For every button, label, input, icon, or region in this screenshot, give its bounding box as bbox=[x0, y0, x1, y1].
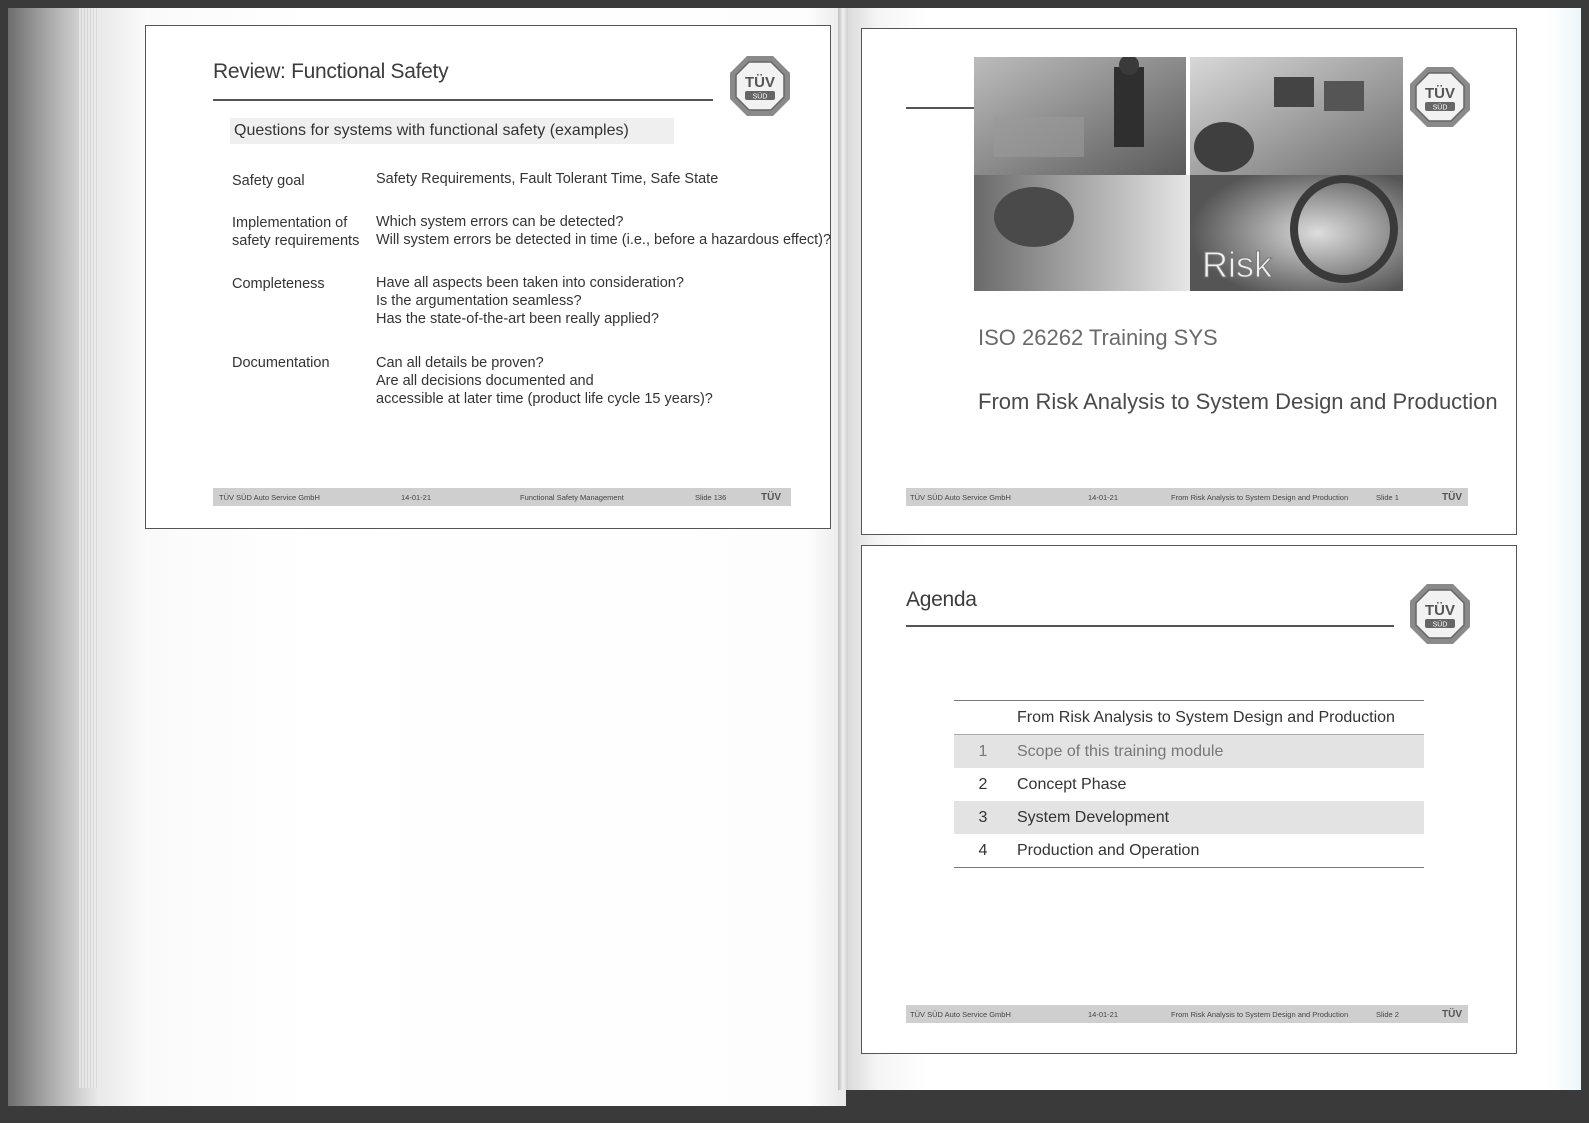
book-spine bbox=[838, 8, 848, 1090]
slide-footer bbox=[906, 1005, 1468, 1023]
presentation-title: From Risk Analysis to System Design and Production bbox=[978, 389, 1498, 414]
row-label-documentation: Documentation bbox=[232, 355, 330, 371]
row-text-documentation: Can all details be proven? Are all decisions documented and accessible at later time (product life cycle 15 years)? bbox=[376, 355, 713, 407]
row-label-implementation: Implementation of safety requirements bbox=[232, 215, 360, 249]
row-label-completeness: Completeness bbox=[232, 276, 325, 292]
tuv-sud-logo bbox=[1408, 582, 1472, 646]
slide-title: Review: Functional Safety bbox=[213, 60, 449, 83]
slide-review-functional-safety bbox=[145, 25, 831, 529]
footer-tuv-mark: TÜV bbox=[761, 491, 781, 503]
agenda-header-row bbox=[954, 701, 1424, 735]
footer-tuv-mark: TÜV bbox=[1442, 1008, 1462, 1020]
footer-topic: From Risk Analysis to System Design and Production bbox=[1171, 1009, 1349, 1019]
svg-text:TÜV: TÜV bbox=[1425, 85, 1455, 102]
svg-text:SÜD: SÜD bbox=[1432, 621, 1448, 629]
footer-date: 14-01-21 bbox=[1088, 492, 1119, 502]
agenda-item-number: 2 bbox=[978, 776, 988, 793]
svg-text:TÜV: TÜV bbox=[1425, 602, 1455, 619]
footer-company: TÜV SÜD Auto Service GmbH bbox=[219, 492, 320, 502]
footer-company: TÜV SÜD Auto Service GmbH bbox=[910, 1009, 1011, 1019]
agenda-item-label: Scope of this training module bbox=[1017, 743, 1224, 760]
agenda-item-number: 4 bbox=[978, 842, 988, 859]
row-text-safety-goal: Safety Requirements, Fault Tolerant Time, Safe State bbox=[376, 171, 719, 187]
title-rule bbox=[906, 107, 974, 109]
slide-footer bbox=[213, 488, 791, 506]
tuv-sud-logo bbox=[728, 54, 792, 118]
agenda-item-label: System Development bbox=[1017, 809, 1170, 826]
footer-slide-number: Slide 1 bbox=[1376, 492, 1399, 502]
svg-text:TÜV: TÜV bbox=[745, 74, 775, 91]
agenda-item-label: Concept Phase bbox=[1017, 776, 1127, 793]
svg-text:SÜD: SÜD bbox=[752, 93, 768, 101]
agenda-item-label: Production and Operation bbox=[1017, 842, 1200, 859]
svg-text:SÜD: SÜD bbox=[1432, 104, 1448, 112]
agenda-item bbox=[954, 768, 1424, 801]
page-edges bbox=[78, 8, 98, 1088]
training-subtitle: ISO 26262 Training SYS bbox=[978, 325, 1218, 350]
slide-agenda bbox=[861, 545, 1517, 1054]
footer-date: 14-01-21 bbox=[401, 492, 432, 502]
questions-header: Questions for systems with functional safety (examples) bbox=[230, 118, 674, 144]
row-label-safety-goal: Safety goal bbox=[232, 173, 305, 189]
agenda-table bbox=[954, 700, 1424, 868]
footer-date: 14-01-21 bbox=[1088, 1009, 1119, 1019]
footer-topic: From Risk Analysis to System Design and Production bbox=[1171, 492, 1349, 502]
slide-title-page bbox=[861, 28, 1517, 535]
title-rule bbox=[213, 99, 713, 101]
agenda-item bbox=[954, 834, 1424, 867]
footer-topic: Functional Safety Management bbox=[520, 492, 624, 502]
row-text-completeness: Have all aspects been taken into consideration? Is the argumentation seamless? Has the state-of-the-art been really applied? bbox=[376, 275, 684, 327]
slide-title: Agenda bbox=[906, 588, 977, 611]
title-rule bbox=[906, 625, 1394, 627]
photo-collage-image bbox=[974, 57, 1403, 291]
footer-slide-number: Slide 136 bbox=[695, 492, 727, 502]
agenda-item-number: 3 bbox=[978, 809, 988, 826]
slide-footer bbox=[906, 488, 1468, 506]
tuv-sud-logo bbox=[1408, 65, 1472, 129]
footer-tuv-mark: TÜV bbox=[1442, 491, 1462, 503]
svg-text:Risk: Risk bbox=[1202, 244, 1272, 285]
agenda-item-number: 1 bbox=[978, 743, 988, 760]
footer-company: TÜV SÜD Auto Service GmbH bbox=[910, 492, 1011, 502]
footer-slide-number: Slide 2 bbox=[1376, 1009, 1399, 1019]
agenda-item bbox=[954, 735, 1424, 768]
row-text-implementation: Which system errors can be detected? Will system errors be detected in time (i.e., before a hazardous effect)? bbox=[376, 214, 832, 248]
agenda-header: From Risk Analysis to System Design and Production bbox=[1017, 709, 1395, 726]
title-photo-collage bbox=[974, 57, 1403, 291]
agenda-item bbox=[954, 801, 1424, 834]
